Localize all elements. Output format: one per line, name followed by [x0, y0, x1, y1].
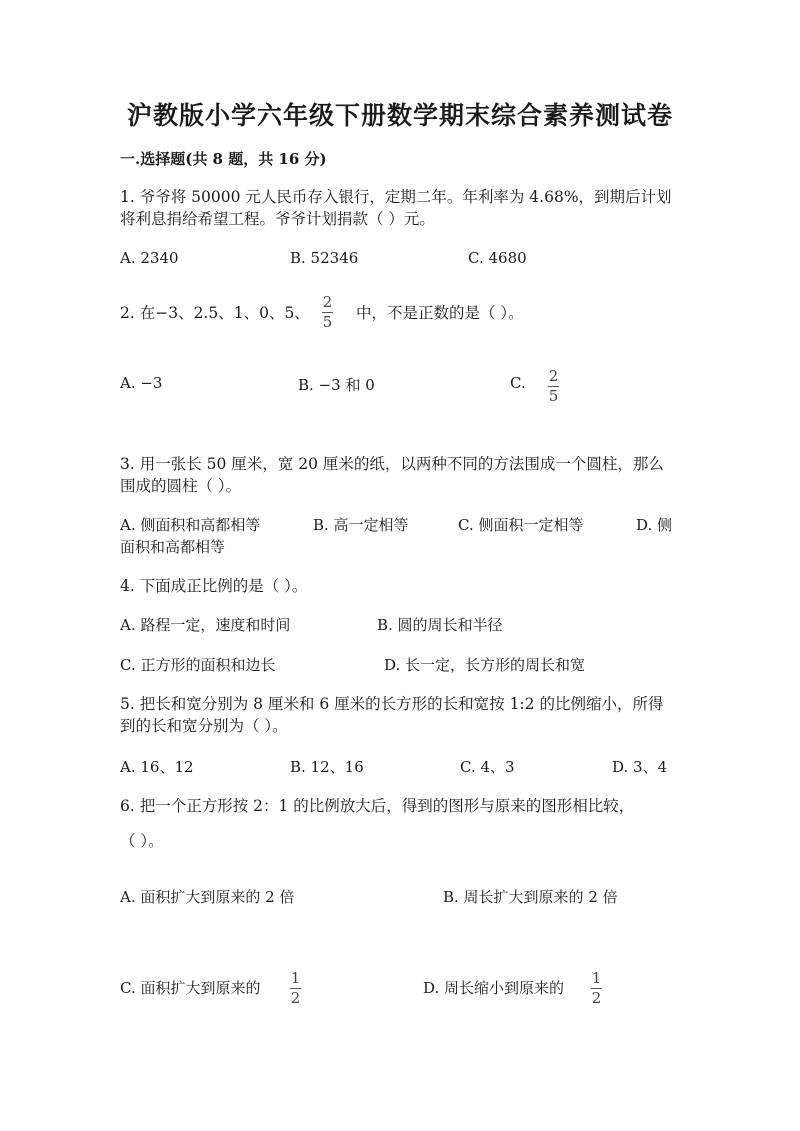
question-2-option-c: C.	[510, 374, 526, 392]
question-1-option-b: B. 52346	[290, 249, 359, 267]
question-5-line-2: 到的长和宽分别为（ ）。	[120, 717, 288, 735]
question-5-option-a: A. 16、12	[120, 758, 194, 776]
question-2-option-c-fraction	[548, 368, 559, 405]
question-6-option-c: C. 面积扩大到原来的	[120, 979, 261, 997]
section-heading: 一.选择题(共 8 题，共 16 分)	[120, 150, 327, 168]
question-5-option-d: D. 3、4	[612, 758, 668, 776]
question-1-text	[120, 186, 672, 230]
question-2-text-before: 2. 在−3、2.5、1、0、5、	[120, 304, 310, 322]
question-5-line-1: 5. 把长和宽分别为 8 厘米和 6 厘米的长方形的长和宽按 1:2 的比例缩小，所得	[120, 695, 664, 713]
question-2-option-b: B. −3 和 0	[298, 376, 375, 394]
question-6-option-a: A. 面积扩大到原来的 2 倍	[120, 888, 295, 906]
question-6-option-d-fraction	[591, 970, 602, 1007]
question-4-option-c: C. 正方形的面积和边长	[120, 656, 276, 674]
question-3-option-c: C. 侧面积一定相等	[458, 516, 584, 534]
question-2-text-after: 中，不是正数的是（ ）。	[356, 304, 524, 322]
question-3-text	[120, 453, 664, 497]
fraction-numerator: 2	[548, 367, 559, 385]
question-3-option-a: A. 侧面积和高都相等	[120, 516, 261, 534]
question-2-option-a: A. −3	[120, 374, 163, 392]
question-2-fraction	[322, 294, 333, 331]
question-5-text	[120, 693, 663, 737]
fraction-denominator: 5	[322, 313, 333, 331]
question-4-option-a: A. 路程一定，速度和时间	[120, 616, 291, 634]
fraction-denominator: 5	[548, 387, 559, 405]
question-6-line-1: 6. 把一个正方形按 2：1 的比例放大后，得到的图形与原来的图形相比较，	[120, 797, 635, 815]
question-6-option-b: B. 周长扩大到原来的 2 倍	[443, 888, 618, 906]
question-1-line-2: 将利息捐给希望工程。爷爷计划捐款（ ）元。	[120, 210, 435, 228]
question-1-line-1: 1. 爷爷将 50000 元人民币存入银行，定期二年。年利率为 4.68%，到期后计划	[120, 188, 672, 206]
fraction-numerator: 1	[290, 969, 301, 987]
fraction-denominator: 2	[591, 989, 602, 1007]
fraction-numerator: 1	[591, 969, 602, 987]
question-4-text: 4. 下面成正比例的是（ ）。	[120, 577, 308, 595]
page-title: 沪教版小学六年级下册数学期末综合素养测试卷	[126, 101, 673, 130]
question-1-option-c: C. 4680	[468, 249, 527, 267]
question-6-line-2: （ ）。	[120, 832, 164, 850]
question-3-option-d-continued: 面积和高都相等	[120, 538, 226, 556]
question-3-option-d: D. 侧	[636, 516, 673, 534]
fraction-numerator: 2	[322, 293, 333, 311]
question-5-option-b: B. 12、16	[290, 758, 364, 776]
question-3-option-b: B. 高一定相等	[313, 516, 409, 534]
question-3-line-1: 3. 用一张长 50 厘米，宽 20 厘米的纸，以两种不同的方法围成一个圆柱，那么	[120, 455, 664, 473]
question-6-option-c-fraction	[290, 970, 301, 1007]
question-4-option-b: B. 圆的周长和半径	[377, 616, 503, 634]
question-3-line-2: 围成的圆柱（ ）。	[120, 477, 242, 495]
question-1-option-a: A. 2340	[120, 249, 179, 267]
fraction-denominator: 2	[290, 989, 301, 1007]
question-5-option-c: C. 4、3	[460, 758, 515, 776]
question-6-option-d: D. 周长缩小到原来的	[423, 979, 565, 997]
question-4-option-d: D. 长一定，长方形的周长和宽	[384, 656, 586, 674]
